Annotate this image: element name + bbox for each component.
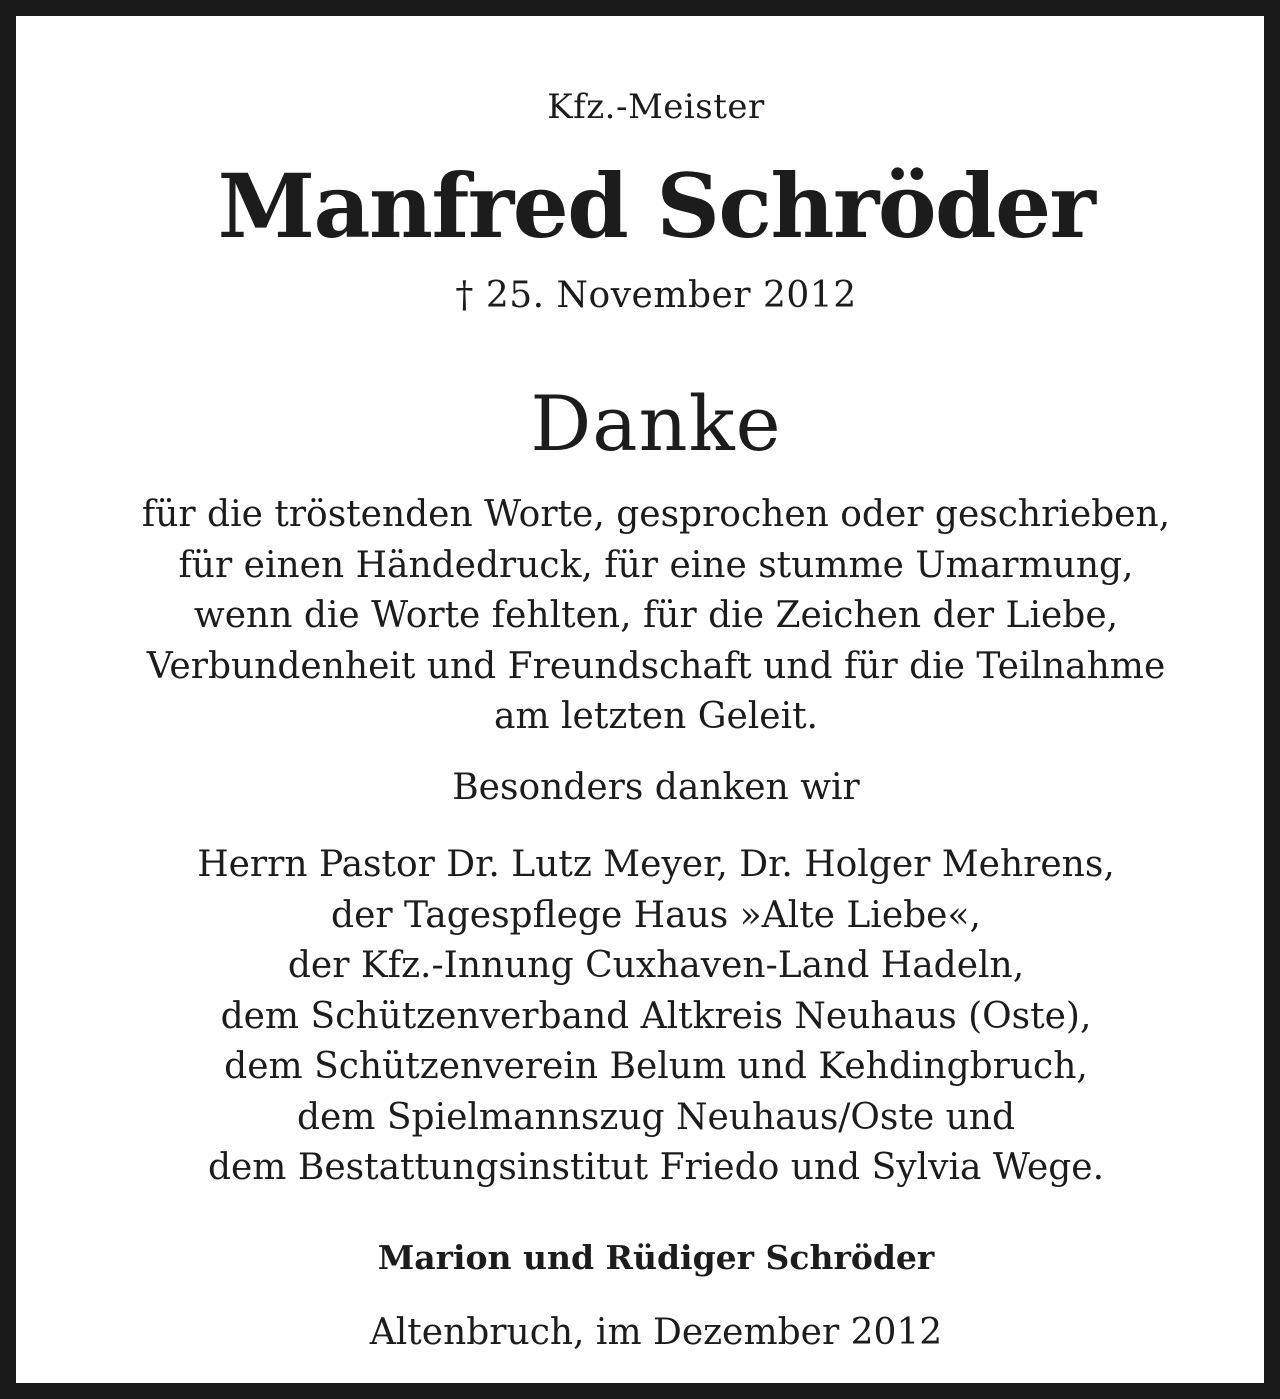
deceased-name: Manfred Schröder bbox=[217, 154, 1095, 258]
special-thanks-line: der Tagespflege Haus »Alte Liebe«, bbox=[331, 894, 981, 936]
place-and-date: Altenbruch, im Dezember 2012 bbox=[369, 1312, 943, 1353]
thanks-line: am letzten Geleit. bbox=[494, 696, 818, 737]
special-thanks-line: dem Schützenverband Altkreis Neuhaus (Oste), bbox=[220, 995, 1092, 1037]
thanks-line: für einen Händedruck, für eine stumme Umarmung, bbox=[178, 544, 1134, 586]
profession-title: Kfz.-Meister bbox=[547, 87, 765, 127]
thanks-line: für die tröstenden Worte, gesprochen oder geschrieben, bbox=[141, 494, 1171, 535]
thanks-paragraph bbox=[32, 490, 1280, 743]
special-thanks-line: Herrn Pastor Dr. Lutz Meyer, Dr. Holger Mehrens, bbox=[197, 844, 1115, 885]
thanks-line: Verbundenheit und Freundschaft und für die Teilnahme bbox=[146, 645, 1166, 687]
thanks-heading: Danke bbox=[530, 379, 782, 468]
thanks-line: wenn die Worte fehlten, für die Zeichen der Liebe, bbox=[193, 595, 1119, 636]
special-thanks-line: der Kfz.-Innung Cuxhaven-Land Hadeln, bbox=[287, 945, 1025, 986]
family-signature: Marion und Rüdiger Schröder bbox=[377, 1238, 935, 1277]
special-thanks-line: dem Spielmannszug Neuhaus/Oste und bbox=[296, 1096, 1016, 1138]
special-thanks-list bbox=[32, 840, 1280, 1194]
special-thanks-line: dem Schützenverein Belum und Kehdingbruch, bbox=[224, 1046, 1088, 1087]
special-thanks-line: dem Bestattungsinstitut Friedo und Sylvia Wege. bbox=[207, 1147, 1105, 1188]
special-thanks-intro: Besonders danken wir bbox=[452, 767, 860, 808]
death-date: † 25. November 2012 bbox=[455, 275, 857, 316]
notice-content bbox=[32, 32, 1280, 1399]
